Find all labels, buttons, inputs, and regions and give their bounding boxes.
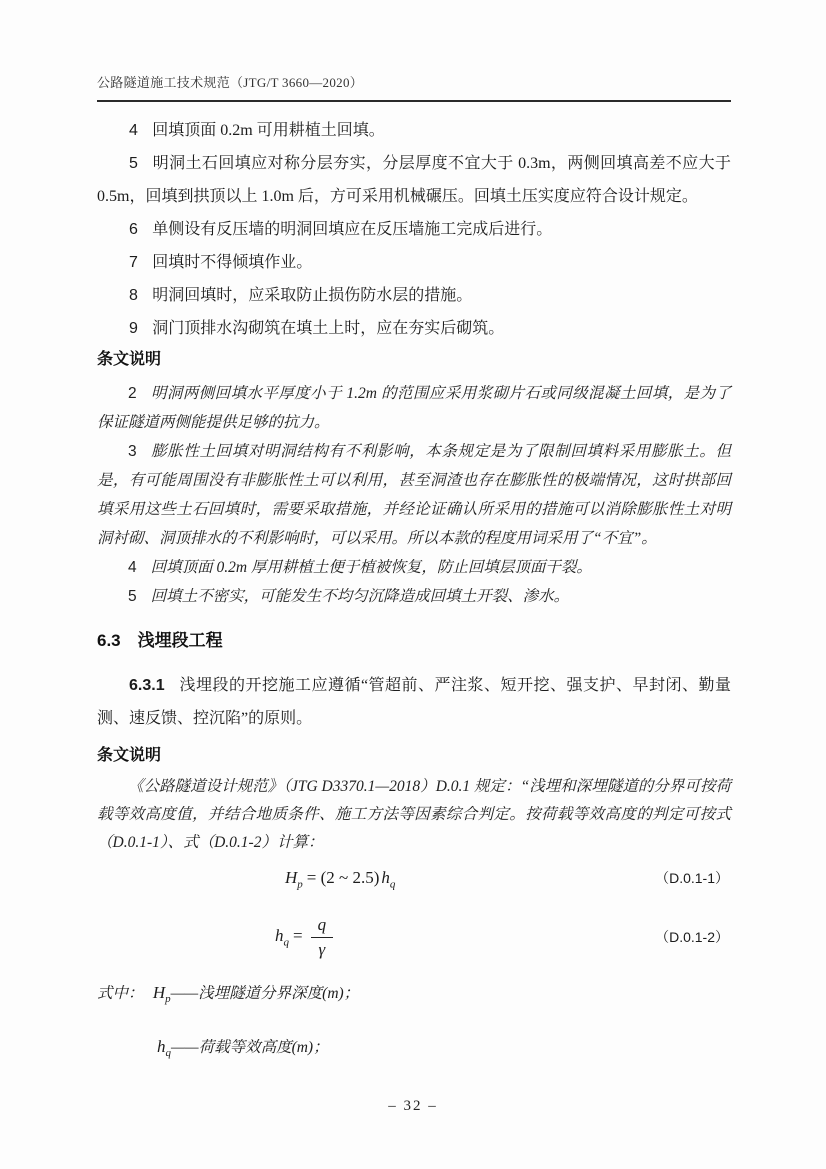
clause-6-3-1-text: 浅埋段的开挖施工应遵循“管超前、严注浆、短开挖、强支护、早封闭、勤量测、速反馈、控沉陷”的原则。: [97, 677, 731, 727]
clause-4: [97, 114, 731, 147]
definition-Hp-subscript: p: [165, 993, 171, 1006]
commentary-1-item-4-number: 4: [128, 559, 137, 576]
running-header-title: 公路隧道施工技术规范（JTG/T 3660—2020）: [97, 75, 364, 90]
clause-6-number: 6: [129, 221, 138, 238]
clause-5: [97, 147, 731, 213]
eq2-denominator-gamma: γ: [318, 939, 326, 959]
definition-hq-variable: h: [157, 1037, 166, 1057]
definition-hq-text: ——荷载等效高度(m)；: [171, 1039, 329, 1057]
equation-d-0-1-1: [97, 865, 731, 891]
commentary-1-item-2-text: 明洞两侧回填水平厚度小于 1.2m 的范围应采用浆砌片石或同级混凝土回填，是为了保证隧道两侧能提供足够的抗力。: [97, 385, 731, 431]
clause-6: [97, 213, 731, 246]
commentary-1-item-3: [97, 437, 731, 553]
page-number: – 32 –: [388, 1098, 438, 1114]
commentary-1: [97, 379, 731, 611]
commentary-1-item-5-text: 回填土不密实，可能发生不均匀沉降造成回填土开裂、渗水。: [150, 588, 570, 605]
definition-Hp: [97, 981, 731, 1006]
clause-8-text: 明洞回填时，应采取防止损伤防水层的措施。: [152, 287, 473, 304]
symbol-definitions: [97, 981, 731, 1060]
section-number: 6.3: [97, 631, 121, 650]
equation-d-0-1-2: [97, 915, 731, 959]
equation-d-0-1-2-expression: [275, 915, 655, 959]
clause-7-number: 7: [129, 254, 138, 271]
equation-d-0-1-1-label: （D.0.1-1）: [655, 870, 729, 886]
clause-9-number: 9: [129, 320, 138, 337]
clause-8-number: 8: [129, 287, 138, 304]
equation-d-0-1-1-expression: [285, 865, 655, 891]
clause-5-text: 明洞土石回填应对称分层夯实，分层厚度不宜大于 0.3m，两侧回填高差不应大于 0.5m，回填到拱顶以上 1.0m 后，方可采用机械碾压。回填土压实度应符合设计规定。: [97, 155, 731, 205]
clause-6-text: 单侧设有反压墙的明洞回填应在反压墙施工完成后进行。: [152, 221, 553, 238]
eq1-variable-Hp: H: [285, 868, 298, 887]
commentary-1-item-5: [97, 582, 731, 611]
eq1-subscript-q: q: [389, 878, 396, 891]
where-label: 式中：: [97, 985, 144, 1003]
commentary-1-item-3-text: 膨胀性土回填对明洞结构有不利影响，本条规定是为了限制回填料采用膨胀土。但是，有可能周围没有非膨胀性土可以利用，甚至洞渣也存在膨胀性的极端情况，这时拱部回填采用这些土石回填时，需要采取措施，并经论证确认所采用的措施可以消除膨胀性土对明洞衬砌、洞顶排水的不利影响时，可以采用。所以本款的程度用词采用了“不宜”。: [97, 443, 731, 547]
running-header: [97, 74, 731, 102]
clause-5-number: 5: [129, 155, 138, 172]
eq2-fraction: [311, 915, 334, 959]
commentary-1-item-4: [97, 553, 731, 582]
section-title: 浅埋段工程: [137, 631, 223, 650]
commentary-1-item-2-number: 2: [128, 385, 137, 402]
clause-4-text: 回填顶面 0.2m 可用耕植土回填。: [152, 122, 385, 139]
clause-7: [97, 246, 731, 279]
eq1-variable-hq: h: [381, 868, 390, 887]
clause-9-text: 洞门顶排水沟砌筑在填土上时，应在夯实后砌筑。: [152, 320, 505, 337]
clause-6-3-1: [97, 669, 731, 735]
commentary-heading-2: 条文说明: [97, 747, 162, 764]
commentary-1-item-5-number: 5: [128, 588, 137, 605]
eq2-subscript-q: q: [283, 936, 289, 949]
definition-hq: [157, 1035, 731, 1060]
clause-4-number: 4: [129, 122, 138, 139]
clause-7-text: 回填时不得倾填作业。: [152, 254, 313, 271]
equation-d-0-1-2-label: （D.0.1-2）: [655, 929, 729, 946]
eq1-rhs-coefficient: = (2 ~ 2.5): [306, 868, 380, 887]
commentary-heading-1: 条文说明: [97, 351, 162, 368]
clause-9: [97, 312, 731, 345]
definition-hq-subscript: q: [165, 1047, 171, 1060]
commentary-1-item-4-text: 回填顶面 0.2m 厚用耕植土便于植被恢复，防止回填层顶面干裂。: [150, 559, 592, 576]
clause-list: [97, 114, 731, 345]
eq1-subscript-p: p: [297, 878, 303, 891]
definition-Hp-text: ——浅埋隧道分界深度(m)；: [170, 985, 360, 1003]
commentary-2-intro: 《公路隧道设计规范》（JTG D3370.1—2018）D.0.1 规定：“浅埋和深埋隧道的分界可按荷载等效高度值，并结合地质条件、施工方法等因素综合判定。按荷载等效高度的判定可按式（D.0.1-1）、式（D.0.1-2）计算：: [97, 778, 731, 851]
eq2-numerator-q: q: [311, 915, 334, 938]
clause-8: [97, 279, 731, 312]
commentary-1-item-3-number: 3: [128, 443, 137, 460]
section-heading-6-3: [97, 627, 731, 655]
eq2-equals-sign: =: [293, 925, 303, 945]
clause-6-3-1-number: 6.3.1: [129, 677, 165, 694]
commentary-1-item-2: [97, 379, 731, 437]
eq2-variable-hq: h: [275, 925, 284, 945]
page-content: [97, 0, 731, 1060]
definition-Hp-variable: H: [152, 983, 166, 1003]
